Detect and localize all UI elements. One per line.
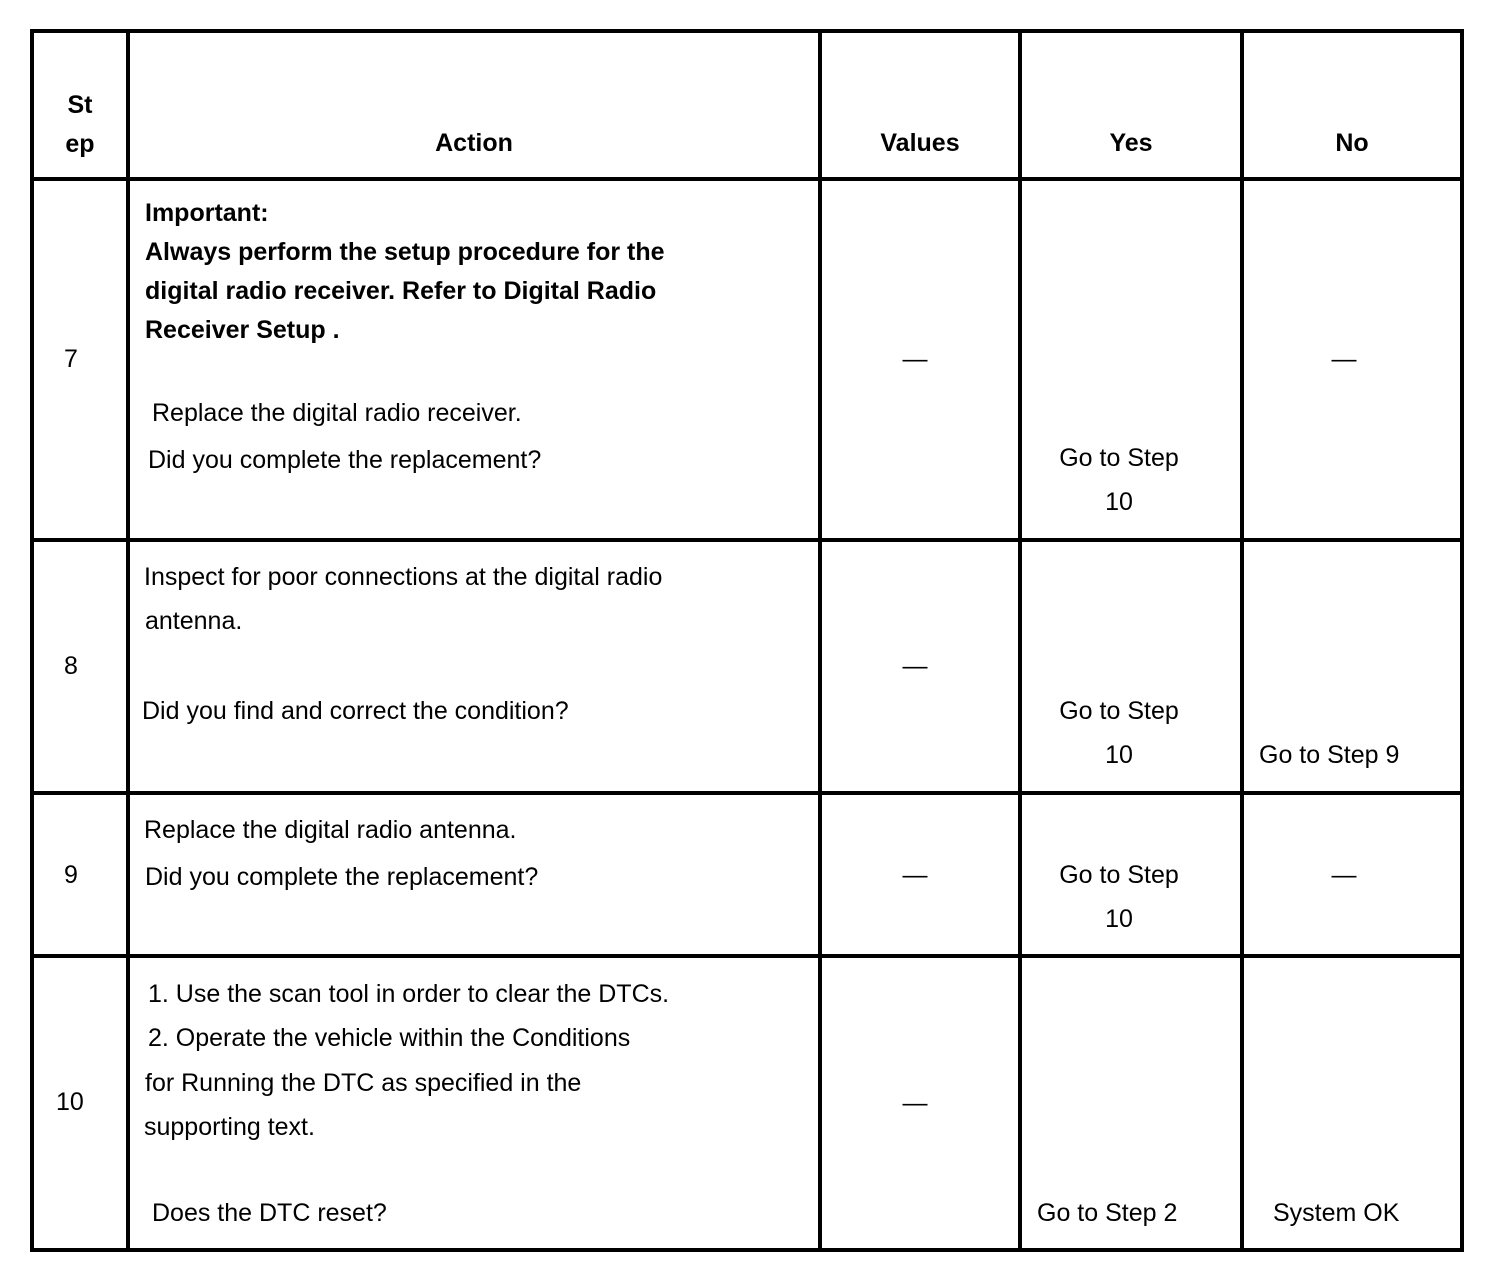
values-dash: — [902, 861, 928, 889]
row-divider-7-8 [30, 538, 1464, 542]
values-dash: — [902, 1089, 928, 1117]
values-dash: — [902, 345, 928, 373]
column-divider-yes-no [1240, 29, 1244, 1252]
action-text-line: Replace the digital radio antenna. [144, 816, 517, 844]
values-dash: — [902, 652, 928, 680]
header-divider [30, 177, 1464, 181]
yes-result: Go to Step 2 [1037, 1199, 1178, 1227]
row-divider-8-9 [30, 791, 1464, 795]
action-list-item: 2. Operate the vehicle within the Conditions [148, 1024, 631, 1052]
action-text-line: antenna. [145, 607, 243, 635]
step-number: 10 [56, 1088, 84, 1116]
header-no: No [1335, 129, 1369, 157]
column-divider-step-action [126, 29, 130, 1252]
step-number: 7 [64, 345, 78, 373]
action-question: Did you find and correct the condition? [142, 697, 569, 725]
yes-result-line1: Go to Step [1059, 697, 1179, 725]
no-result: Go to Step 9 [1259, 741, 1400, 769]
important-text-line: Receiver Setup . [145, 316, 340, 344]
no-result-dash: — [1331, 345, 1357, 373]
action-text-line: for Running the DTC as specified in the [145, 1069, 582, 1097]
yes-result-line2: 10 [1105, 488, 1133, 516]
important-text-line: digital radio receiver. Refer to Digital Radio [145, 277, 657, 305]
action-question: Did you complete the replacement? [145, 863, 539, 891]
yes-result-line2: 10 [1105, 741, 1133, 769]
important-label: Important: [145, 199, 269, 227]
step-number: 9 [64, 861, 78, 889]
yes-result-line2: 10 [1105, 905, 1133, 933]
action-list-item: 1. Use the scan tool in order to clear the DTCs. [148, 980, 670, 1008]
table-border-top [30, 29, 1464, 33]
header-yes: Yes [1109, 129, 1153, 157]
column-divider-action-values [818, 29, 822, 1252]
action-question: Did you complete the replacement? [148, 446, 542, 474]
action-question: Does the DTC reset? [152, 1199, 387, 1227]
step-number: 8 [64, 652, 78, 680]
action-text-line: Inspect for poor connections at the digital radio [144, 563, 663, 591]
column-divider-values-yes [1018, 29, 1022, 1252]
yes-result-line1: Go to Step [1059, 444, 1179, 472]
no-result: System OK [1273, 1199, 1400, 1227]
header-step-line2: ep [65, 130, 95, 158]
header-step-line1: St [67, 91, 93, 119]
table-border-right [1460, 29, 1464, 1252]
action-text-line: supporting text. [144, 1113, 315, 1141]
table-border-bottom [30, 1248, 1464, 1252]
no-result-dash: — [1331, 861, 1357, 889]
action-text-line: Replace the digital radio receiver. [152, 399, 522, 427]
header-values: Values [880, 129, 960, 157]
table-border-left [30, 29, 34, 1252]
header-action: Action [435, 129, 513, 157]
important-text-line: Always perform the setup procedure for the [145, 238, 665, 266]
yes-result-line1: Go to Step [1059, 861, 1179, 889]
row-divider-9-10 [30, 954, 1464, 958]
